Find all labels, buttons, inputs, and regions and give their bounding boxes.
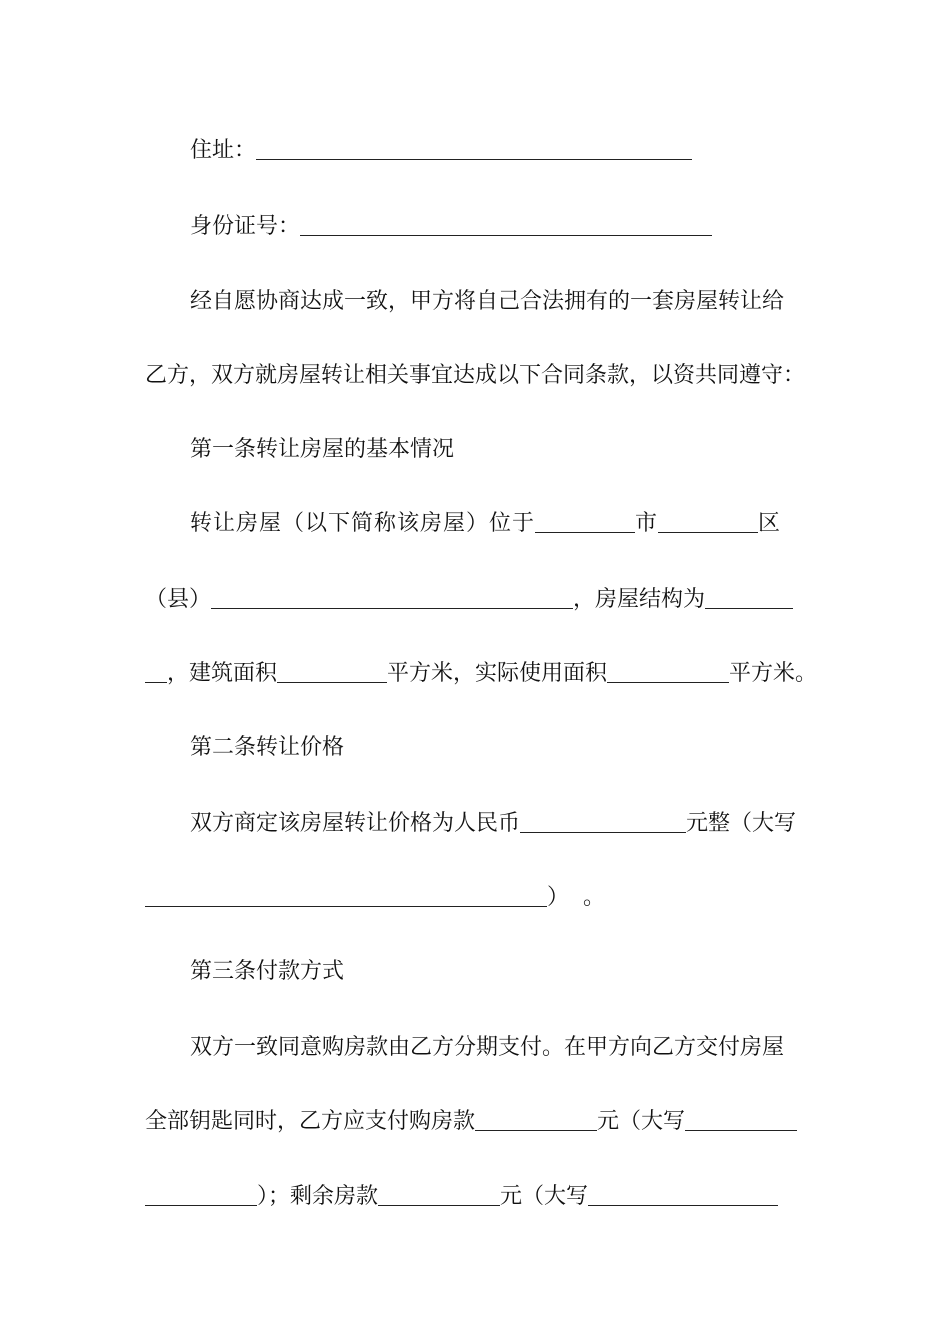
remaining-label: ）；剩余房款 bbox=[257, 1184, 379, 1209]
article-3-title bbox=[190, 957, 950, 987]
article-2-line-1 bbox=[190, 809, 950, 839]
district-blank[interactable] bbox=[658, 510, 758, 533]
price-uppercase-blank[interactable] bbox=[145, 884, 547, 907]
sqm-label: 平方米。 bbox=[729, 661, 818, 686]
building-area-label: ，建筑面积 bbox=[167, 661, 278, 686]
article-1-line-2 bbox=[145, 585, 950, 615]
id-blank[interactable] bbox=[300, 213, 712, 236]
intro-text-2: 乙方，双方就房屋转让相关事宜达成以下合同条款，以资共同遵守： bbox=[145, 363, 806, 388]
article-2-line-2 bbox=[145, 883, 950, 913]
remaining-uppercase-blank[interactable] bbox=[588, 1183, 778, 1206]
first-payment-blank[interactable] bbox=[475, 1108, 597, 1131]
id-label: 身份证号： bbox=[190, 214, 301, 239]
art1-location-text: 转让房屋（以下简称该房屋）位于 bbox=[190, 511, 536, 536]
article-2-title-text: 第二条转让价格 bbox=[190, 735, 345, 760]
remaining-unit: 元（大写 bbox=[500, 1184, 589, 1209]
article-3-line-2 bbox=[145, 1107, 950, 1137]
city-blank[interactable] bbox=[535, 510, 635, 533]
article-3-line-1 bbox=[190, 1033, 950, 1063]
intro-line-1 bbox=[190, 287, 950, 317]
city-label: 市 bbox=[635, 511, 659, 536]
article-1-line-1 bbox=[190, 509, 950, 539]
first-payment-uppercase-blank-cont[interactable] bbox=[145, 1183, 257, 1206]
address-blank[interactable] bbox=[256, 137, 692, 160]
article-3-title-text: 第三条付款方式 bbox=[190, 959, 345, 984]
structure-blank[interactable] bbox=[705, 586, 793, 609]
price-unit-label: 元整（大写 bbox=[686, 811, 797, 836]
article-1-line-3 bbox=[145, 659, 950, 689]
address-detail-blank[interactable] bbox=[211, 586, 573, 609]
usable-area-blank[interactable] bbox=[607, 660, 729, 683]
price-blank[interactable] bbox=[520, 810, 686, 833]
price-close-paren: ） 。 bbox=[547, 885, 605, 910]
structure-label: ，房屋结构为 bbox=[573, 587, 706, 612]
remaining-blank[interactable] bbox=[378, 1183, 500, 1206]
intro-line-2 bbox=[145, 361, 950, 391]
intro-text-1: 经自愿协商达成一致，甲方将自己合法拥有的一套房屋转让给 bbox=[190, 289, 785, 314]
article-1-title-text: 第一条转让房屋的基本情况 bbox=[190, 437, 455, 462]
id-line bbox=[190, 212, 950, 242]
usable-area-label: 平方米，实际使用面积 bbox=[387, 661, 608, 686]
county-label: （县） bbox=[145, 587, 212, 612]
address-line bbox=[190, 136, 950, 166]
first-payment-uppercase-blank[interactable] bbox=[685, 1108, 797, 1131]
payment-text-1: 双方一致同意购房款由乙方分期支付。在甲方向乙方交付房屋 bbox=[190, 1035, 785, 1060]
first-payment-unit: 元（大写 bbox=[597, 1109, 686, 1134]
building-area-blank[interactable] bbox=[277, 660, 387, 683]
payment-text-2: 全部钥匙同时，乙方应支付购房款 bbox=[145, 1109, 476, 1134]
district-label: 区 bbox=[758, 511, 782, 536]
article-3-line-3 bbox=[145, 1182, 950, 1212]
article-1-title bbox=[190, 435, 950, 465]
article-2-title bbox=[190, 733, 950, 763]
price-label: 双方商定该房屋转让价格为人民币 bbox=[190, 811, 521, 836]
structure-blank-cont[interactable] bbox=[145, 660, 167, 683]
address-label: 住址： bbox=[190, 138, 257, 163]
